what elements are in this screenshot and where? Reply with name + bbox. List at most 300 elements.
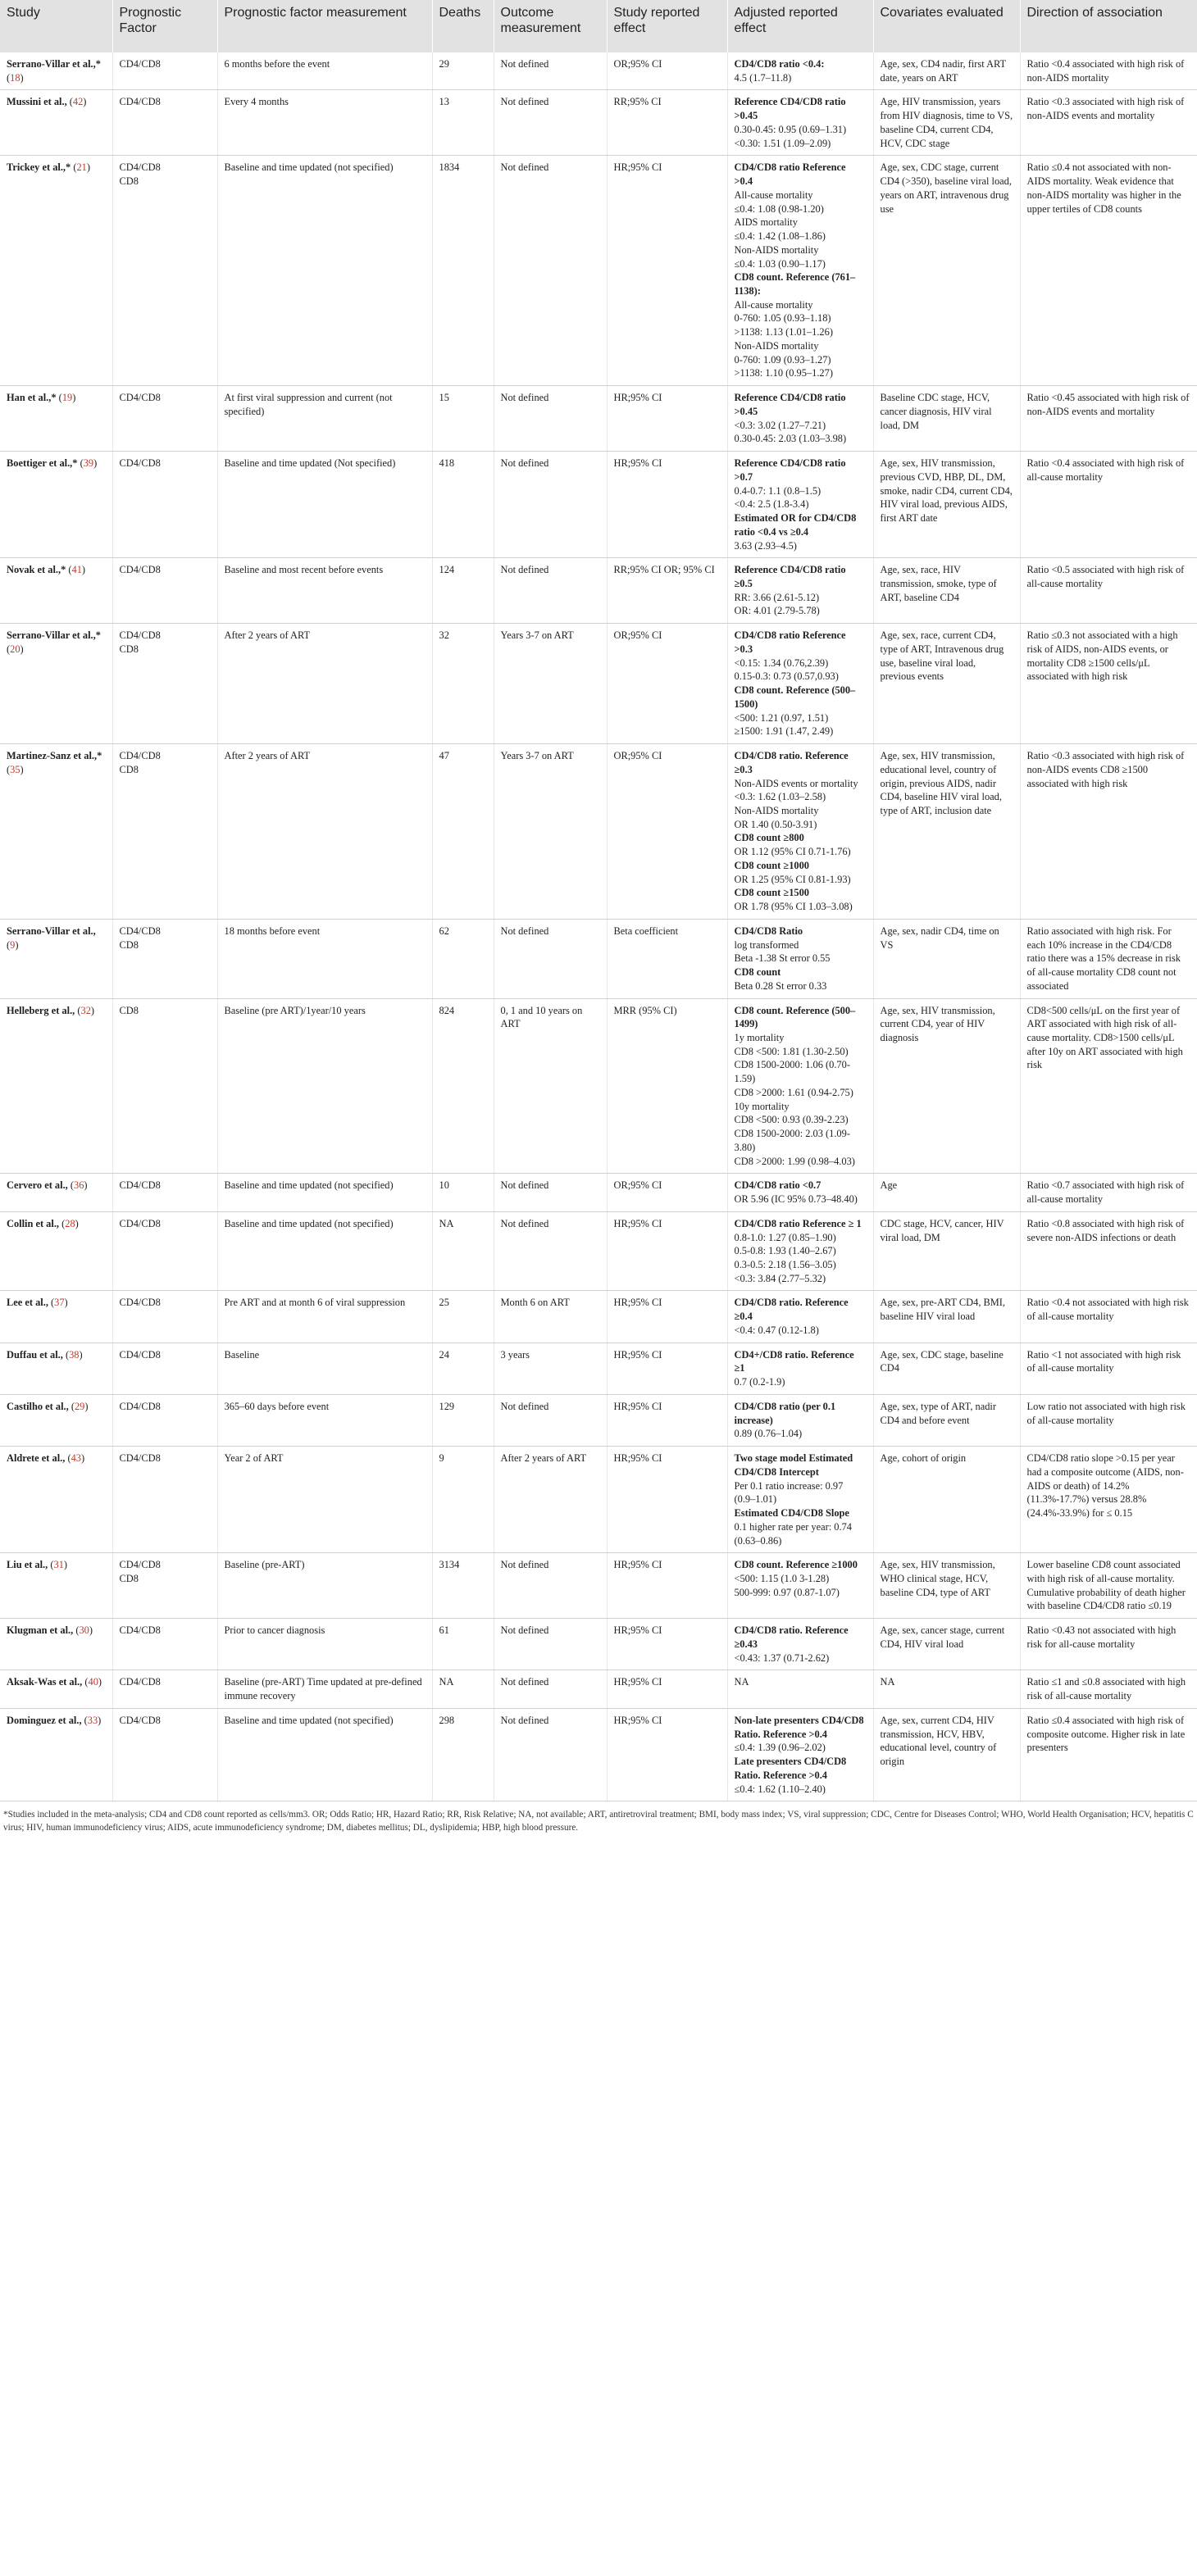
cell-direction: Ratio <0.7 associated with high risk of all-cause mortality [1020,1174,1197,1211]
cell-study-reported-effect: OR;95% CI [607,744,727,920]
cell-adjusted-effect [727,1211,873,1291]
cell-deaths: 47 [432,744,494,920]
cell-study-reported-effect: HR;95% CI [607,1291,727,1343]
cell-deaths: 25 [432,1291,494,1343]
cell-direction: CD4/CD8 ratio slope >0.15 per year had a composite outcome (AIDS, non-AIDS or death) of 14.2% (11.3%-17.7%) versus 28.8% (24.4%-33.9%) for ≤ 0.15 [1020,1447,1197,1553]
cell-study: Boettiger et al.,* (39) [0,452,112,558]
study-name: Dominguez et al., [7,1714,82,1726]
cell-adjusted-effect [727,1553,873,1619]
cell-factor-measurement: 365–60 days before event [217,1394,432,1446]
cell-covariates: Age, sex, cancer stage, current CD4, HIV viral load [873,1619,1020,1670]
cell-study: Aksak-Was et al., (40) [0,1670,112,1708]
reference-link[interactable]: 30 [79,1624,89,1637]
adjusted-effect-line: <0.30: 1.51 (1.09–2.09) [734,137,831,149]
cell-factor-measurement: Baseline and most recent before events [217,558,432,624]
cell-study-reported-effect: Beta coefficient [607,919,727,998]
cell-study: Castilho et al., (29) [0,1394,112,1446]
cell-covariates: Age, sex, HIV transmission, previous CVD, HBP, DL, DM, smoke, nadir CD4, current CD4, HIV viral load, previous AIDS, first ART date [873,452,1020,558]
table-row [0,156,1197,386]
cell-adjusted-effect [727,919,873,998]
factor-line: CD8 [119,1004,139,1016]
cell-factor-measurement: Baseline (pre-ART) Time updated at pre-defined immune recovery [217,1670,432,1708]
cell-covariates: Age, sex, nadir CD4, time on VS [873,919,1020,998]
adjusted-effect-line: Non-AIDS mortality [734,804,819,816]
adjusted-effect-line: <500: 1.15 (1.0 3-1.28) [734,1572,830,1584]
cell-factor-measurement: Every 4 months [217,90,432,156]
cell-adjusted-effect [727,452,873,558]
adjusted-effect-line: >1138: 1.10 (0.95–1.27) [734,367,833,379]
cell-deaths: 9 [432,1447,494,1553]
cell-prognostic-factor [112,1174,217,1211]
study-name: Cervero et al., [7,1179,68,1192]
cell-adjusted-effect [727,386,873,452]
table-row [0,558,1197,624]
adjusted-effect-line: ≤0.4: 1.03 (0.90–1.17) [734,257,826,270]
cell-direction: Ratio <0.5 associated with high risk of all-cause mortality [1020,558,1197,624]
cell-study: Collin et al., (28) [0,1211,112,1291]
adjusted-effect-line: CD4/CD8 ratio Reference ≥ 1 [734,1217,862,1229]
cell-covariates: Age, sex, type of ART, nadir CD4 and before event [873,1394,1020,1446]
study-name: Martinez-Sanz et al.,* [7,750,102,762]
reference-link[interactable]: 29 [74,1400,85,1412]
cell-covariates: NA [873,1670,1020,1708]
adjusted-effect-line: CD4/CD8 ratio <0.7 [734,1179,822,1192]
table-row [0,1211,1197,1291]
factor-line: CD4/CD8 [119,1624,161,1637]
cell-factor-measurement: Year 2 of ART [217,1447,432,1553]
cell-covariates: Age, sex, current CD4, HIV transmission, HCV, HBV, educational level, country of origin [873,1708,1020,1801]
cell-deaths: 3134 [432,1553,494,1619]
adjusted-effect-line: Estimated OR for CD4/CD8 ratio <0.4 vs ≥0.4 [734,512,857,538]
cell-adjusted-effect [727,156,873,386]
cell-outcome-measurement: After 2 years of ART [494,1447,607,1553]
table-row [0,919,1197,998]
adjusted-effect-line: ≤0.4: 1.62 (1.10–2.40) [734,1783,826,1795]
cell-study-reported-effect: HR;95% CI [607,1553,727,1619]
cell-study-reported-effect: HR;95% CI [607,386,727,452]
adjusted-effect-line: Non-AIDS events or mortality [734,777,858,789]
cell-study-reported-effect: HR;95% CI [607,1708,727,1801]
cell-factor-measurement: After 2 years of ART [217,744,432,920]
factor-line: CD8 [119,938,139,951]
table-row [0,1708,1197,1801]
cell-outcome-measurement: Not defined [494,1670,607,1708]
adjusted-effect-line: 0.30-0.45: 0.95 (0.69–1.31) [734,123,847,135]
cell-study-reported-effect: HR;95% CI [607,1670,727,1708]
cell-prognostic-factor [112,52,217,90]
adjusted-effect-line: CD8 >2000: 1.61 (0.94-2.75) [734,1086,853,1098]
factor-line: CD4/CD8 [119,564,161,576]
adjusted-effect-line: ≤0.4: 1.42 (1.08–1.86) [734,230,826,243]
cell-factor-measurement: Baseline (pre ART)/1year/10 years [217,998,432,1174]
adjusted-effect-line: >1138: 1.13 (1.01–1.26) [734,326,833,338]
cell-outcome-measurement: Not defined [494,452,607,558]
adjusted-effect-line: CD4/CD8 ratio Reference >0.3 [734,629,846,655]
cell-adjusted-effect [727,1174,873,1211]
reference-link[interactable]: 18 [10,71,20,84]
cell-prognostic-factor [112,156,217,386]
adjusted-effect-line: Reference CD4/CD8 ratio ≥0.5 [734,564,846,589]
factor-line: CD4/CD8 [119,96,161,108]
study-name: Aksak-Was et al., [7,1676,83,1688]
adjusted-effect-line: 0.7 (0.2-1.9) [734,1376,785,1388]
cell-study: Lee et al., (37) [0,1291,112,1343]
cell-prognostic-factor [112,386,217,452]
table-row [0,1447,1197,1553]
adjusted-effect-line: OR 1.12 (95% CI 0.71-1.76) [734,846,851,858]
reference-link[interactable]: 38 [69,1348,80,1361]
cell-study-reported-effect: HR;95% CI [607,452,727,558]
adjusted-effect-line: 0.8-1.0: 1.27 (0.85–1.90) [734,1231,836,1243]
cell-prognostic-factor [112,1670,217,1708]
factor-line: CD4/CD8 [119,1179,161,1192]
cell-study-reported-effect: HR;95% CI [607,1619,727,1670]
adjusted-effect-line: CD8 count [734,966,781,979]
reference-link[interactable]: 43 [71,1452,81,1465]
cell-factor-measurement: Prior to cancer diagnosis [217,1619,432,1670]
cell-deaths: NA [432,1670,494,1708]
adjusted-effect-line: OR 5.96 (IC 95% 0.73–48.40) [734,1193,858,1206]
header-study-reported-effect: Study reported effect [607,0,727,52]
cell-factor-measurement: Baseline and time updated (not specified) [217,1708,432,1801]
study-name: Lee et al., [7,1297,48,1309]
table-row [0,1291,1197,1343]
table-row [0,386,1197,452]
reference-link[interactable]: 28 [65,1217,75,1229]
cell-study-reported-effect: RR;95% CI [607,90,727,156]
adjusted-effect-line: CD4+/CD8 ratio. Reference ≥1 [734,1348,854,1374]
cell-study: Serrano-Villar et al.,* (20) [0,624,112,744]
cell-adjusted-effect [727,1291,873,1343]
cell-covariates: Baseline CDC stage, HCV, cancer diagnosis, HIV viral load, DM [873,386,1020,452]
factor-line: CD4/CD8 [119,392,161,404]
factor-line: CD8 [119,763,139,775]
cell-prognostic-factor [112,1211,217,1291]
adjusted-effect-line: <0.43: 1.37 (0.71-2.62) [734,1651,830,1664]
cell-direction: Ratio <0.4 not associated with high risk of all-cause mortality [1020,1291,1197,1343]
cell-factor-measurement: 18 months before event [217,919,432,998]
adjusted-effect-line: Non-late presenters CD4/CD8 Ratio. Reference >0.4 [734,1714,864,1740]
cell-prognostic-factor [112,1343,217,1394]
adjusted-effect-line: <0.3: 1.62 (1.03–2.58) [734,791,826,803]
cell-study: Dominguez et al., (33) [0,1708,112,1801]
reference-link[interactable]: 21 [76,161,87,174]
adjusted-effect-line: 10y mortality [734,1100,790,1112]
study-name: Klugman et al., [7,1624,74,1637]
cell-prognostic-factor [112,1708,217,1801]
cell-study-reported-effect: HR;95% CI [607,1447,727,1553]
adjusted-effect-line: OR 1.40 (0.50-3.91) [734,818,817,830]
cell-covariates: Age, sex, CDC stage, current CD4 (>350), baseline viral load, years on ART, intravenous drug use [873,156,1020,386]
adjusted-effect-line: CD4/CD8 ratio. Reference ≥0.3 [734,750,849,775]
adjusted-effect-line: CD8 1500-2000: 2.03 (1.09-3.80) [734,1128,850,1153]
cell-outcome-measurement: Not defined [494,558,607,624]
cell-study-reported-effect: OR;95% CI [607,52,727,90]
factor-line: CD8 [119,643,139,655]
cell-study: Duffau et al., (38) [0,1343,112,1394]
header-adjusted-reported-effect: Adjusted reported effect [727,0,873,52]
header-study: Study [0,0,112,52]
cell-covariates: Age, sex, race, HIV transmission, smoke, type of ART, baseline CD4 [873,558,1020,624]
adjusted-effect-line: All-cause mortality [734,298,813,311]
table-row [0,998,1197,1174]
adjusted-effect-line: CD4/CD8 ratio <0.4: [734,58,825,70]
cell-outcome-measurement: Not defined [494,386,607,452]
study-name: Helleberg et al., [7,1004,75,1016]
cell-direction: Lower baseline CD8 count associated with high risk of all-cause mortality. Cumulative probability of death higher with baseline CD4/CD8 ratio ≤0.19 [1020,1553,1197,1619]
cell-covariates: Age, sex, HIV transmission, educational level, country of origin, previous AIDS, nadir CD4, baseline HIV viral load, type of ART, inclusion date [873,744,1020,920]
adjusted-effect-line: ≥1500: 1.91 (1.47, 2.49) [734,725,834,738]
reference-link[interactable]: 31 [53,1559,64,1571]
cell-adjusted-effect [727,1619,873,1670]
reference-link[interactable]: 39 [83,457,94,470]
adjusted-effect-line: CD8 count. Reference ≥1000 [734,1559,858,1571]
adjusted-effect-line: CD8 1500-2000: 1.06 (0.70-1.59) [734,1059,850,1085]
adjusted-effect-line: CD4/CD8 ratio Reference >0.4 [734,161,846,188]
reference-link[interactable]: 36 [74,1179,84,1192]
cell-study: Klugman et al., (30) [0,1619,112,1670]
adjusted-effect-line: 1y mortality [734,1032,785,1043]
cell-factor-measurement: Baseline and time updated (not specified) [217,156,432,386]
cell-outcome-measurement: Not defined [494,919,607,998]
study-name: Liu et al., [7,1559,48,1571]
cell-deaths: 61 [432,1619,494,1670]
header-factor-measurement: Prognostic factor measurement [217,0,432,52]
factor-line: CD4/CD8 [119,1400,161,1412]
study-name: Mussini et al., [7,96,67,108]
cell-direction: Ratio <0.3 associated with high risk of non-AIDS events and mortality [1020,90,1197,156]
study-name: Han et al.,* [7,392,57,404]
adjusted-effect-line: CD4/CD8 ratio. Reference ≥0.43 [734,1624,849,1650]
factor-line: CD4/CD8 [119,1348,161,1361]
adjusted-effect-line: Non-AIDS mortality [734,339,819,352]
adjusted-effect-line: CD8 count. Reference (500–1499) [734,1004,856,1030]
adjusted-effect-line: log transformed [734,938,799,951]
adjusted-effect-line: OR 1.78 (95% CI 1.03–3.08) [734,901,853,913]
adjusted-effect-line: 0.3-0.5: 2.18 (1.56–3.05) [734,1259,836,1271]
adjusted-effect-line: 0.5-0.8: 1.93 (1.40–2.67) [734,1245,836,1257]
adjusted-effect-line: Beta -1.38 St error 0.55 [734,952,831,965]
adjusted-effect-line: NA [734,1676,749,1688]
reference-link[interactable]: 42 [72,96,84,108]
reference-link[interactable]: 20 [10,643,20,655]
factor-line: CD4/CD8 [119,457,161,470]
cell-factor-measurement: Pre ART and at month 6 of viral suppression [217,1291,432,1343]
adjusted-effect-line: <0.15: 1.34 (0.76,2.39) [734,656,829,669]
cell-direction: Ratio <0.4 associated with high risk of all-cause mortality [1020,452,1197,558]
cell-prognostic-factor [112,998,217,1174]
cell-outcome-measurement: Not defined [494,1619,607,1670]
table-row [0,1174,1197,1211]
table-row [0,1553,1197,1619]
reference-link[interactable]: 32 [80,1004,91,1016]
reference-link[interactable]: 35 [10,763,20,775]
adjusted-effect-line: 0-760: 1.09 (0.93–1.27) [734,353,831,366]
factor-line: CD4/CD8 [119,629,161,642]
cell-direction: Ratio <0.45 associated with high risk of non-AIDS events and mortality [1020,386,1197,452]
adjusted-effect-line: Reference CD4/CD8 ratio >0.45 [734,392,846,417]
cell-outcome-measurement: Years 3-7 on ART [494,624,607,744]
cell-factor-measurement: Baseline and time updated (Not specified) [217,452,432,558]
cell-study-reported-effect: HR;95% CI [607,1343,727,1394]
study-name: Boettiger et al.,* [7,457,78,470]
cell-outcome-measurement: Month 6 on ART [494,1291,607,1343]
header-prognostic-factor: Prognostic Factor [112,0,217,52]
study-name: Collin et al., [7,1217,60,1229]
table-row [0,1670,1197,1708]
reference-link[interactable]: 37 [54,1297,65,1309]
table-row [0,1619,1197,1670]
adjusted-effect-line: CD4/CD8 Ratio [734,925,803,937]
cell-prognostic-factor [112,919,217,998]
cell-factor-measurement: Baseline and time updated (not specified) [217,1174,432,1211]
cell-factor-measurement: Baseline (pre-ART) [217,1553,432,1619]
table-row [0,624,1197,744]
study-name: Novak et al.,* [7,564,66,576]
cell-direction: Ratio ≤1 and ≤0.8 associated with high risk of all-cause mortality [1020,1670,1197,1708]
adjusted-effect-line: 0-760: 1.05 (0.93–1.18) [734,312,831,325]
table-row [0,1343,1197,1394]
cell-study: Mussini et al., (42) [0,90,112,156]
study-name: Serrano-Villar et al., [7,925,96,937]
adjusted-effect-line: 0.89 (0.76–1.04) [734,1428,803,1440]
cell-adjusted-effect [727,1394,873,1446]
cell-deaths: 1834 [432,156,494,386]
cell-prognostic-factor [112,558,217,624]
adjusted-effect-line: CD8 count ≥800 [734,832,804,844]
cell-covariates: Age, sex, CDC stage, baseline CD4 [873,1343,1020,1394]
cell-study: Novak et al.,* (41) [0,558,112,624]
table-footnote: *Studies included in the meta-analysis; CD4 and CD8 count reported as cells/mm3. OR; Odds Ratio; HR, Hazard Ratio; RR, Risk Relative; NA, not available; ART, antiretroviral treatment; BMI, body mass index; VS, viral suppression; CDC, Centre for Diseases Control; WHO, World Health Organisation; HCV, hepatitis C virus; HIV, human immunodeficiency virus; AIDS, acute immunodeficiency syndrome; DM, diabetes mellitus; DL, dyslipidemia; HBP, high blood pressure. [3,1810,1194,1833]
adjusted-effect-line: CD8 count ≥1500 [734,887,809,899]
adjusted-effect-line: <0.4: 2.5 (1.8-3.4) [734,498,809,511]
reference-link[interactable]: 19 [61,392,73,404]
cell-study-reported-effect: OR;95% CI [607,624,727,744]
cell-deaths: 24 [432,1343,494,1394]
cell-outcome-measurement: Not defined [494,1394,607,1446]
cell-covariates: Age, sex, race, current CD4, type of ART, Intravenous drug use, baseline viral load, previous events [873,624,1020,744]
cell-study: Serrano-Villar et al., (9) [0,919,112,998]
adjusted-effect-line: CD4/CD8 ratio. Reference ≥0.4 [734,1297,849,1323]
cell-direction: Ratio ≤0.4 not associated with non-AIDS mortality. Weak evidence that non-AIDS mortality was higher in the upper tertiles of CD8 counts [1020,156,1197,386]
study-name: Castilho et al., [7,1400,69,1412]
cell-factor-measurement: Baseline [217,1343,432,1394]
cell-direction: Ratio ≤0.3 not associated with a high risk of AIDS, non-AIDS events, or mortality CD8 ≥1500 cells/μL associated with high risk [1020,624,1197,744]
cell-covariates: Age [873,1174,1020,1211]
cell-adjusted-effect [727,90,873,156]
adjusted-effect-line: CD8 count ≥1000 [734,859,809,871]
reference-link[interactable]: 41 [71,564,82,576]
cell-prognostic-factor [112,1447,217,1553]
cell-covariates: Age, HIV transmission, years from HIV diagnosis, time to VS, baseline CD4, current CD4, HCV, CDC stage [873,90,1020,156]
adjusted-effect-line: CD8 count. Reference (761–1138): [734,271,856,298]
adjusted-effect-line: <0.3: 3.02 (1.27–7.21) [734,419,826,431]
factor-line: CD4/CD8 [119,750,161,762]
cell-direction: Ratio <0.8 associated with high risk of severe non-AIDS infections or death [1020,1211,1197,1291]
adjusted-effect-line: 0.15-0.3: 0.73 (0.57,0.93) [734,670,839,683]
reference-link[interactable]: 33 [87,1714,98,1726]
study-name: Trickey et al.,* [7,161,71,174]
cell-adjusted-effect [727,1447,873,1553]
adjusted-effect-line: CD8 >2000: 1.99 (0.98–4.03) [734,1155,855,1167]
cell-covariates: Age, sex, CD4 nadir, first ART date, years on ART [873,52,1020,90]
header-covariates: Covariates evaluated [873,0,1020,52]
cell-outcome-measurement: Years 3-7 on ART [494,744,607,920]
cell-direction: Low ratio not associated with high risk of all-cause mortality [1020,1394,1197,1446]
cell-study-reported-effect: OR;95% CI [607,1174,727,1211]
cell-prognostic-factor [112,1394,217,1446]
cell-outcome-measurement: Not defined [494,52,607,90]
cell-prognostic-factor [112,452,217,558]
cell-outcome-measurement: Not defined [494,1211,607,1291]
cell-direction: CD8<500 cells/μL on the first year of ART associated with high risk of all-cause mortality. CD8>1500 cells/μL after 10y on ART associated with high risk [1020,998,1197,1174]
factor-line: CD4/CD8 [119,1559,161,1571]
cell-deaths: 10 [432,1174,494,1211]
adjusted-effect-line: ≤0.4: 1.39 (0.96–2.02) [734,1742,826,1754]
reference-link[interactable]: 40 [88,1676,98,1688]
cell-deaths: 32 [432,624,494,744]
adjusted-effect-line: 3.63 (2.93–4.5) [734,539,797,552]
header-deaths: Deaths [432,0,494,52]
cell-study-reported-effect: HR;95% CI [607,156,727,386]
cell-direction: Ratio <0.4 associated with high risk of non-AIDS mortality [1020,52,1197,90]
cell-study: Han et al.,* (19) [0,386,112,452]
cell-adjusted-effect [727,1670,873,1708]
cell-outcome-measurement: 3 years [494,1343,607,1394]
adjusted-effect-line: Estimated CD4/CD8 Slope [734,1507,849,1520]
adjusted-effect-line: 0.1 higher rate per year: 0.74 (0.63–0.86) [734,1520,852,1547]
cell-factor-measurement: 6 months before the event [217,52,432,90]
study-name: Duffau et al., [7,1348,63,1361]
cell-outcome-measurement: Not defined [494,90,607,156]
cell-study: Martinez-Sanz et al.,* (35) [0,744,112,920]
cell-study-reported-effect: RR;95% CI OR; 95% CI [607,558,727,624]
cell-deaths: 29 [432,52,494,90]
cell-deaths: 298 [432,1708,494,1801]
cell-covariates: Age, sex, HIV transmission, WHO clinical stage, HCV, baseline CD4, type of ART [873,1553,1020,1619]
factor-line: CD4/CD8 [119,1217,161,1229]
cell-study: Liu et al., (31) [0,1553,112,1619]
cell-covariates: Age, sex, HIV transmission, current CD4, year of HIV diagnosis [873,998,1020,1174]
cell-direction: Ratio <1 not associated with high risk of all-cause mortality [1020,1343,1197,1394]
factor-line: CD4/CD8 [119,58,161,70]
adjusted-effect-line: ≤0.4: 1.08 (0.98-1.20) [734,202,824,215]
reference-link[interactable]: 9 [10,938,16,951]
cell-covariates: Age, cohort of origin [873,1447,1020,1553]
cell-adjusted-effect [727,1708,873,1801]
cell-deaths: 824 [432,998,494,1174]
cell-adjusted-effect [727,52,873,90]
cell-prognostic-factor [112,1291,217,1343]
cell-deaths: 13 [432,90,494,156]
cell-study-reported-effect: HR;95% CI [607,1211,727,1291]
adjusted-effect-line: CD4/CD8 ratio (per 0.1 increase) [734,1400,836,1426]
cell-outcome-measurement: Not defined [494,1174,607,1211]
cell-adjusted-effect [727,998,873,1174]
cell-adjusted-effect [727,624,873,744]
cell-covariates: Age, sex, pre-ART CD4, BMI, baseline HIV viral load [873,1291,1020,1343]
cell-deaths: 129 [432,1394,494,1446]
adjusted-effect-line: <500: 1.21 (0.97, 1.51) [734,711,829,724]
cell-study-reported-effect: HR;95% CI [607,1394,727,1446]
table-row [0,744,1197,920]
cell-study: Cervero et al., (36) [0,1174,112,1211]
adjusted-effect-line: 4.5 (1.7–11.8) [734,71,792,84]
factor-line: CD4/CD8 [119,1676,161,1688]
adjusted-effect-line: CD8 count. Reference (500–1500) [734,684,856,710]
factor-line: CD4/CD8 [119,1714,161,1726]
cell-study-reported-effect: MRR (95% CI) [607,998,727,1174]
